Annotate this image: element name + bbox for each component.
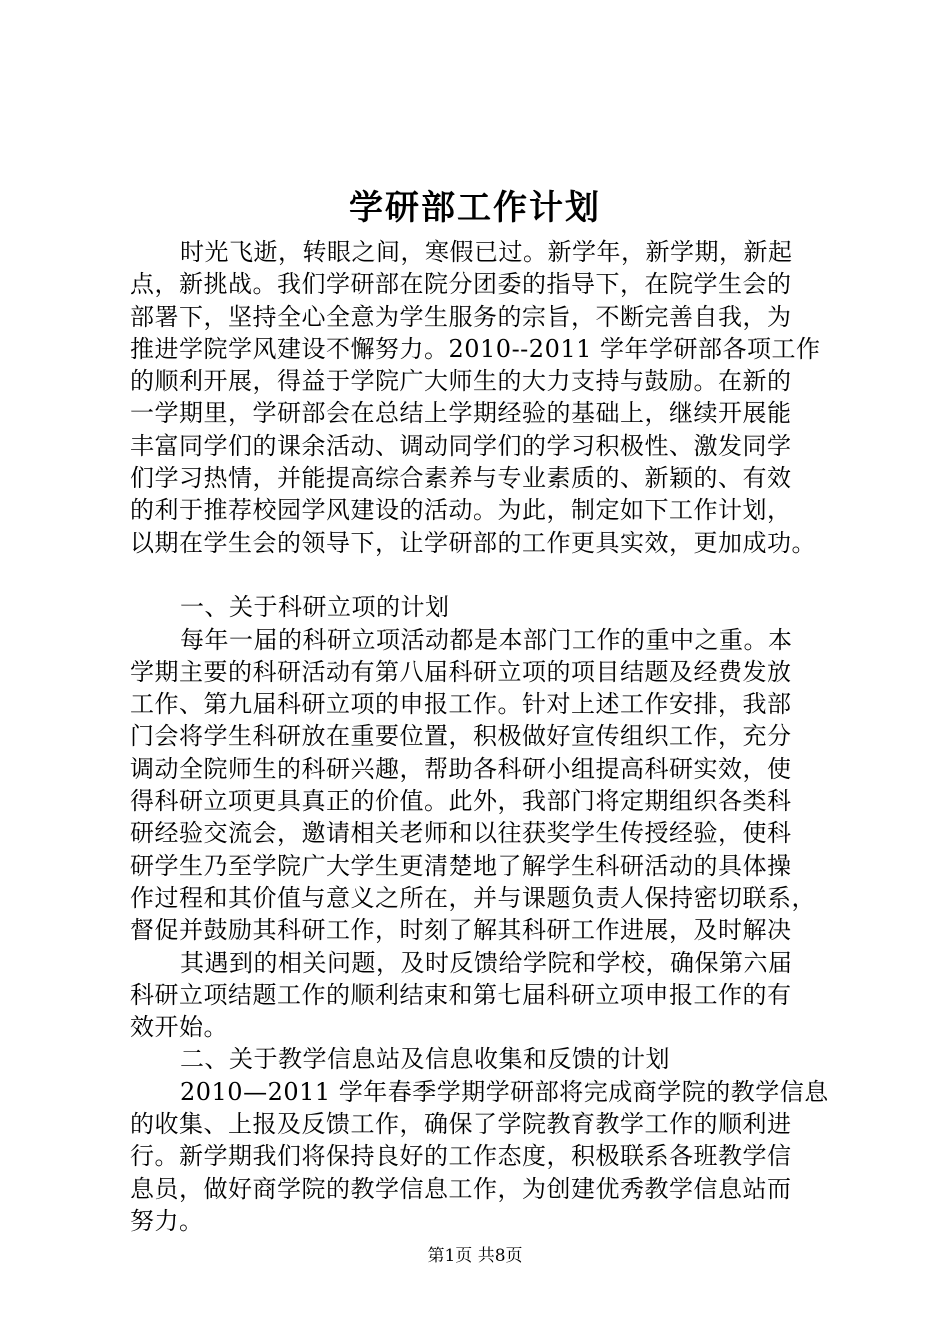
text-line: 的顺利开展，得益于学院广大师生的大力支持与鼓励。在新的 [130,367,792,396]
text-line: 一、关于科研立项的计划 [180,593,450,622]
text-line: 丰富同学们的课余活动、调动同学们的学习积极性、激发同学 [130,431,792,460]
text-line: 科研立项结题工作的顺利结束和第七届科研立项申报工作的有 [130,980,792,1009]
text-line: 研经验交流会，邀请相关老师和以往获奖学生传授经验，使科 [130,819,792,848]
text-line: 2010—2011 学年春季学期学研部将完成商学院的教学信息 [180,1077,829,1106]
text-line: 行。新学期我们将保持良好的工作态度，积极联系各班教学信 [130,1142,792,1171]
text-line: 时光飞逝，转眼之间，寒假已过。新学年，新学期，新起 [180,238,793,266]
text-line: 工作、第九届科研立项的申报工作。针对上述工作安排，我部 [130,690,792,719]
text-line: 的收集、上报及反馈工作，确保了学院教育教学工作的顺利进 [130,1110,792,1139]
text-line: 门会将学生科研放在重要位置，积极做好宣传组织工作，充分 [130,722,792,751]
text-line: 点，新挑战。我们学研部在院分团委的指导下，在院学生会的 [130,270,792,299]
text-line: 努力。 [130,1206,204,1235]
text-line: 学期主要的科研活动有第八届科研立项的项目结题及经费发放 [130,657,792,686]
text-line: 作过程和其价值与意义之所在，并与课题负责人保持密切联系， [130,883,816,912]
text-line: 部署下，坚持全心全意为学生服务的宗旨，不断完善自我，为 [130,302,792,331]
text-line: 效开始。 [130,1013,228,1042]
document-title: 学研部工作计划 [349,188,601,228]
page-footer: 第1页 共8页 [427,1246,523,1266]
text-line: 督促并鼓励其科研工作，时刻了解其科研工作进展，及时解决 [130,916,792,945]
text-line: 得科研立项更具真正的价值。此外，我部门将定期组织各类科 [130,787,792,816]
text-line: 一学期里，学研部会在总结上学期经验的基础上，继续开展能 [130,399,792,428]
text-line: 研学生乃至学院广大学生更清楚地了解学生科研活动的具体操 [130,851,792,880]
text-line: 们学习热情，并能提高综合素养与专业素质的、新颖的、有效 [130,464,792,493]
paragraph-gap [130,559,830,591]
text-line: 二、关于教学信息站及信息收集和反馈的计划 [180,1045,670,1074]
text-line: 息员，做好商学院的教学信息工作，为创建优秀教学信息站而 [130,1174,792,1203]
text-line: 推进学院学风建设不懈努力。2010--2011 学年学研部各项工作 [130,334,821,363]
text-line: 每年一届的科研立项活动都是本部门工作的重中之重。本 [180,625,793,654]
text-line: 其遇到的相关问题，及时反馈给学院和学校，确保第六届 [180,948,793,977]
text-line: 以期在学生会的领导下，让学研部的工作更具实效，更加成功。 [130,528,816,557]
text-line: 的利于推荐校园学风建设的活动。为此，制定如下工作计划， [130,496,792,525]
document-body [130,236,830,1237]
text-line: 调动全院师生的科研兴趣，帮助各科研小组提高科研实效，使 [130,754,792,783]
